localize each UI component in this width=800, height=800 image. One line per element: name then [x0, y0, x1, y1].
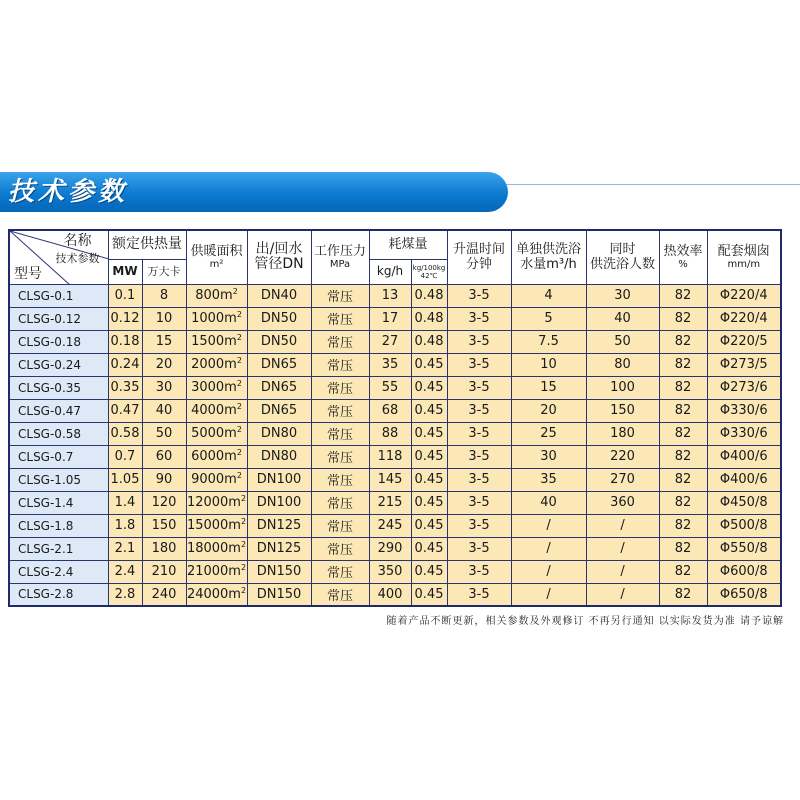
cell-heating-area: $1500m^2$	[186, 330, 247, 353]
header-coal: 耗煤量	[369, 230, 447, 259]
cell-heating-area: $21000m^2$	[186, 560, 247, 583]
cell-efficiency: 82	[659, 422, 707, 445]
cell-flue: Φ450/8	[707, 491, 781, 514]
cell-flue: Φ550/8	[707, 537, 781, 560]
header-heating-area	[186, 230, 247, 284]
cell-pressure: 常压	[311, 330, 369, 353]
header-coal-kgh: kg/h	[369, 259, 411, 284]
table-row	[9, 468, 781, 491]
table-row	[9, 330, 781, 353]
cell-model: CLSG-1.8	[9, 514, 108, 537]
cell-wan-daka: 90	[142, 468, 186, 491]
cell-coal-kg100: 0.45	[411, 537, 447, 560]
cell-coal-kg100: 0.45	[411, 560, 447, 583]
section-title: 技术参数	[8, 177, 129, 207]
table-row	[9, 537, 781, 560]
cell-bath-people: /	[586, 560, 659, 583]
cell-bath-water: /	[511, 537, 586, 560]
cell-pressure: 常压	[311, 399, 369, 422]
cell-pipe-dn: DN40	[247, 284, 311, 307]
cell-bath-water: 10	[511, 353, 586, 376]
header-coal-kg100	[411, 259, 447, 284]
cell-flue: Φ650/8	[707, 583, 781, 606]
cell-model: CLSG-2.8	[9, 583, 108, 606]
cell-heating-area: $24000m^2$	[186, 583, 247, 606]
cell-coal-kg100: 0.45	[411, 468, 447, 491]
table-row	[9, 445, 781, 468]
cell-pressure: 常压	[311, 583, 369, 606]
cell-flue: Φ273/5	[707, 353, 781, 376]
table-row	[9, 491, 781, 514]
cell-bath-people: /	[586, 537, 659, 560]
cell-mw: 2.4	[108, 560, 142, 583]
cell-heating-area: $2000m^2$	[186, 353, 247, 376]
cell-bath-water: 15	[511, 376, 586, 399]
header-bath-water	[511, 230, 586, 284]
cell-pipe-dn: DN100	[247, 468, 311, 491]
cell-bath-people: 150	[586, 399, 659, 422]
cell-heatup-time: 3-5	[447, 468, 511, 491]
header-flue-label: 配套烟囱	[717, 243, 770, 259]
cell-heatup-time: 3-5	[447, 376, 511, 399]
cell-bath-water: 35	[511, 468, 586, 491]
cell-mw: 1.8	[108, 514, 142, 537]
table-row	[9, 514, 781, 537]
cell-pipe-dn: DN50	[247, 330, 311, 353]
cell-wan-daka: 15	[142, 330, 186, 353]
cell-model: CLSG-0.58	[9, 422, 108, 445]
cell-coal-kgh: 35	[369, 353, 411, 376]
cell-model: CLSG-1.05	[9, 468, 108, 491]
cell-coal-kgh: 290	[369, 537, 411, 560]
cell-efficiency: 82	[659, 491, 707, 514]
header-pressure	[311, 230, 369, 284]
cell-bath-people: 30	[586, 284, 659, 307]
cell-pressure: 常压	[311, 284, 369, 307]
cell-pipe-dn: DN125	[247, 514, 311, 537]
cell-heating-area: $800m^2$	[186, 284, 247, 307]
header-heating-area-label: 供暖面积	[190, 243, 243, 259]
cell-flue: Φ400/6	[707, 445, 781, 468]
cell-coal-kg100: 0.45	[411, 514, 447, 537]
cell-efficiency: 82	[659, 583, 707, 606]
cell-heating-area: $5000m^2$	[186, 422, 247, 445]
cell-wan-daka: 180	[142, 537, 186, 560]
table-row	[9, 560, 781, 583]
cell-pipe-dn: DN150	[247, 583, 311, 606]
table-header	[9, 230, 781, 284]
cell-bath-water: /	[511, 583, 586, 606]
header-param-label: 技术参数	[55, 252, 100, 265]
cell-pressure: 常压	[311, 422, 369, 445]
table-row	[9, 583, 781, 606]
cell-coal-kgh: 118	[369, 445, 411, 468]
cell-flue: Φ220/4	[707, 307, 781, 330]
cell-model: CLSG-0.12	[9, 307, 108, 330]
cell-bath-water: 7.5	[511, 330, 586, 353]
cell-wan-daka: 50	[142, 422, 186, 445]
cell-heating-area: $3000m^2$	[186, 376, 247, 399]
cell-heatup-time: 3-5	[447, 537, 511, 560]
header-efficiency-label: 热效率	[663, 243, 703, 259]
cell-pipe-dn: DN100	[247, 491, 311, 514]
cell-bath-people: /	[586, 583, 659, 606]
cell-coal-kgh: 145	[369, 468, 411, 491]
cell-flue: Φ600/8	[707, 560, 781, 583]
header-heatup-time	[447, 230, 511, 284]
cell-model: CLSG-0.1	[9, 284, 108, 307]
cell-flue: Φ330/6	[707, 422, 781, 445]
cell-wan-daka: 150	[142, 514, 186, 537]
cell-efficiency: 82	[659, 307, 707, 330]
cell-coal-kg100: 0.45	[411, 491, 447, 514]
cell-wan-daka: 60	[142, 445, 186, 468]
header-pipe-line2: 管径DN	[254, 256, 304, 273]
cell-bath-water: 5	[511, 307, 586, 330]
header-people-line2: 供洗浴人数	[590, 257, 656, 273]
cell-wan-daka: 240	[142, 583, 186, 606]
header-bath-line1: 单独供洗浴	[516, 242, 582, 258]
cell-bath-people: 50	[586, 330, 659, 353]
cell-bath-water: 25	[511, 422, 586, 445]
header-efficiency-unit: %	[678, 258, 688, 270]
cell-heating-area: $15000m^2$	[186, 514, 247, 537]
cell-mw: 0.7	[108, 445, 142, 468]
cell-efficiency: 82	[659, 445, 707, 468]
cell-mw: 0.12	[108, 307, 142, 330]
cell-efficiency: 82	[659, 353, 707, 376]
cell-pressure: 常压	[311, 445, 369, 468]
cell-bath-water: /	[511, 514, 586, 537]
cell-coal-kgh: 27	[369, 330, 411, 353]
cell-coal-kg100: 0.45	[411, 583, 447, 606]
table-row	[9, 284, 781, 307]
header-pipe-line1: 出/回水	[255, 241, 303, 258]
header-heatup-line2: 分钟	[466, 257, 493, 273]
cell-coal-kgh: 245	[369, 514, 411, 537]
cell-wan-daka: 30	[142, 376, 186, 399]
cell-model: CLSG-0.7	[9, 445, 108, 468]
cell-coal-kg100: 0.45	[411, 422, 447, 445]
header-flue	[707, 230, 781, 284]
cell-bath-people: 100	[586, 376, 659, 399]
cell-coal-kgh: 350	[369, 560, 411, 583]
cell-mw: 0.47	[108, 399, 142, 422]
header-heatup-line1: 升温时间	[453, 242, 506, 258]
header-coal-kg100-line2: 42℃	[420, 271, 438, 280]
header-pressure-label: 工作压力	[313, 243, 366, 259]
header-name-label: 名称	[63, 233, 92, 249]
header-bath-people	[586, 230, 659, 284]
cell-efficiency: 82	[659, 468, 707, 491]
cell-bath-water: 4	[511, 284, 586, 307]
cell-wan-daka: 8	[142, 284, 186, 307]
cell-pressure: 常压	[311, 376, 369, 399]
cell-pipe-dn: DN80	[247, 422, 311, 445]
cell-pressure: 常压	[311, 307, 369, 330]
cell-flue: Φ500/8	[707, 514, 781, 537]
cell-bath-water: /	[511, 560, 586, 583]
cell-coal-kgh: 17	[369, 307, 411, 330]
cell-wan-daka: 210	[142, 560, 186, 583]
cell-bath-people: 40	[586, 307, 659, 330]
cell-coal-kg100: 0.48	[411, 307, 447, 330]
cell-heatup-time: 3-5	[447, 284, 511, 307]
cell-heatup-time: 3-5	[447, 307, 511, 330]
cell-pressure: 常压	[311, 514, 369, 537]
header-flue-unit: mm/m	[727, 258, 761, 270]
cell-pipe-dn: DN50	[247, 307, 311, 330]
cell-mw: 1.4	[108, 491, 142, 514]
header-model-label: 型号	[14, 265, 42, 282]
cell-flue: Φ273/6	[707, 376, 781, 399]
cell-bath-water: 40	[511, 491, 586, 514]
cell-pipe-dn: DN65	[247, 376, 311, 399]
cell-efficiency: 82	[659, 560, 707, 583]
cell-mw: 1.05	[108, 468, 142, 491]
cell-pipe-dn: DN150	[247, 560, 311, 583]
cell-pipe-dn: DN65	[247, 399, 311, 422]
cell-wan-daka: 20	[142, 353, 186, 376]
cell-flue: Φ220/5	[707, 330, 781, 353]
cell-bath-people: 80	[586, 353, 659, 376]
cell-coal-kgh: 55	[369, 376, 411, 399]
cell-heating-area: $6000m^2$	[186, 445, 247, 468]
cell-pipe-dn: DN125	[247, 537, 311, 560]
cell-bath-water: 20	[511, 399, 586, 422]
cell-heating-area: $9000m^2$	[186, 468, 247, 491]
cell-model: CLSG-0.47	[9, 399, 108, 422]
cell-coal-kg100: 0.45	[411, 353, 447, 376]
cell-wan-daka: 10	[142, 307, 186, 330]
cell-model: CLSG-0.18	[9, 330, 108, 353]
spec-table	[8, 229, 782, 607]
cell-heatup-time: 3-5	[447, 330, 511, 353]
cell-pressure: 常压	[311, 491, 369, 514]
cell-flue: Φ220/4	[707, 284, 781, 307]
table-row	[9, 307, 781, 330]
table-row	[9, 353, 781, 376]
header-heating-area-unit: m²	[209, 258, 224, 270]
header-mw: MW	[108, 259, 142, 284]
cell-bath-people: 220	[586, 445, 659, 468]
cell-flue: Φ330/6	[707, 399, 781, 422]
cell-mw: 0.35	[108, 376, 142, 399]
cell-bath-water: 30	[511, 445, 586, 468]
cell-mw: 0.58	[108, 422, 142, 445]
cell-wan-daka: 40	[142, 399, 186, 422]
cell-efficiency: 82	[659, 537, 707, 560]
header-efficiency	[659, 230, 707, 284]
cell-heatup-time: 3-5	[447, 583, 511, 606]
header-rated-heat: 额定供热量	[108, 230, 186, 259]
cell-heatup-time: 3-5	[447, 445, 511, 468]
cell-mw: 0.24	[108, 353, 142, 376]
cell-model: CLSG-0.35	[9, 376, 108, 399]
table-row	[9, 399, 781, 422]
cell-heatup-time: 3-5	[447, 491, 511, 514]
cell-mw: 0.18	[108, 330, 142, 353]
cell-coal-kgh: 215	[369, 491, 411, 514]
cell-coal-kg100: 0.48	[411, 330, 447, 353]
cell-efficiency: 82	[659, 514, 707, 537]
cell-coal-kgh: 400	[369, 583, 411, 606]
cell-mw: 0.1	[108, 284, 142, 307]
cell-coal-kg100: 0.45	[411, 445, 447, 468]
cell-heatup-time: 3-5	[447, 422, 511, 445]
cell-model: CLSG-2.1	[9, 537, 108, 560]
cell-heating-area: $1000m^2$	[186, 307, 247, 330]
cell-pipe-dn: DN65	[247, 353, 311, 376]
cell-pressure: 常压	[311, 537, 369, 560]
cell-model: CLSG-1.4	[9, 491, 108, 514]
table-row	[9, 422, 781, 445]
cell-coal-kgh: 88	[369, 422, 411, 445]
cell-bath-people: 180	[586, 422, 659, 445]
cell-efficiency: 82	[659, 399, 707, 422]
header-pressure-unit: MPa	[329, 258, 351, 270]
cell-pressure: 常压	[311, 353, 369, 376]
cell-heating-area: $12000m^2$	[186, 491, 247, 514]
cell-efficiency: 82	[659, 376, 707, 399]
table-body	[9, 284, 781, 606]
cell-heatup-time: 3-5	[447, 353, 511, 376]
cell-efficiency: 82	[659, 284, 707, 307]
cell-pressure: 常压	[311, 560, 369, 583]
cell-efficiency: 82	[659, 330, 707, 353]
cell-mw: 2.8	[108, 583, 142, 606]
cell-wan-daka: 120	[142, 491, 186, 514]
cell-pressure: 常压	[311, 468, 369, 491]
header-coal-kg100-line1: kg/100kg	[412, 263, 446, 272]
cell-heating-area: $4000m^2$	[186, 399, 247, 422]
diagonal-header-cell	[9, 230, 108, 284]
cell-flue: Φ400/6	[707, 468, 781, 491]
cell-model: CLSG-2.4	[9, 560, 108, 583]
cell-mw: 2.1	[108, 537, 142, 560]
cell-bath-people: 270	[586, 468, 659, 491]
cell-bath-people: 360	[586, 491, 659, 514]
cell-bath-people: /	[586, 514, 659, 537]
cell-coal-kg100: 0.45	[411, 376, 447, 399]
header-wan-daka: 万大卡	[142, 259, 186, 284]
cell-pipe-dn: DN80	[247, 445, 311, 468]
cell-coal-kgh: 68	[369, 399, 411, 422]
cell-heatup-time: 3-5	[447, 399, 511, 422]
header-pipe-dn	[247, 230, 311, 284]
table-row	[9, 376, 781, 399]
cell-coal-kg100: 0.48	[411, 284, 447, 307]
header-people-line1: 同时	[609, 242, 636, 258]
cell-coal-kg100: 0.45	[411, 399, 447, 422]
cell-model: CLSG-0.24	[9, 353, 108, 376]
cell-heatup-time: 3-5	[447, 514, 511, 537]
cell-coal-kgh: 13	[369, 284, 411, 307]
footnote: 随着产品不断更新，相关参数及外观修订 不再另行通知 以实际发货为准 请予谅解	[386, 616, 784, 627]
header-bath-line2: 水量m³/h	[520, 257, 577, 273]
cell-heatup-time: 3-5	[447, 560, 511, 583]
cell-heating-area: $18000m^2$	[186, 537, 247, 560]
